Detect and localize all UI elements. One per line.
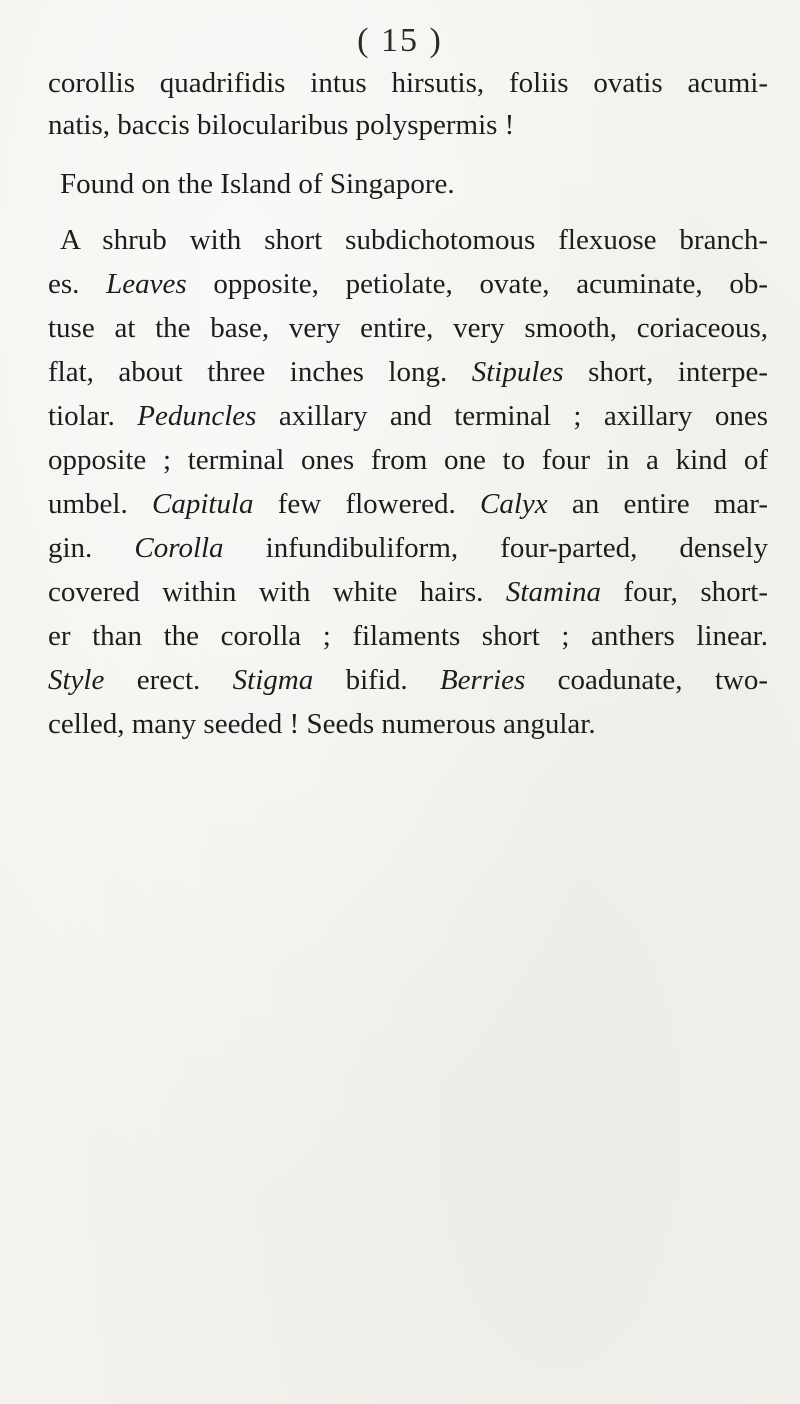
text-line: tuse at the base, very entire, very smooth, coriaceous, xyxy=(48,312,768,344)
text-line: covered within with white hairs. Stamina four, short- xyxy=(48,576,768,608)
text-line: tiolar. Peduncles axillary and terminal ; axillary ones xyxy=(48,400,768,432)
text-line: umbel. Capitula few flowered. Calyx an entire mar- xyxy=(48,488,768,520)
text-line: opposite ; terminal ones from one to four in a kind of xyxy=(48,444,768,476)
term-style: Style xyxy=(48,664,105,696)
term-corolla: Corolla xyxy=(134,532,224,564)
page-number: ( 15 ) xyxy=(357,22,443,59)
text-line: celled, many seeded ! Seeds numerous angular. xyxy=(48,708,596,740)
text-line: es. Leaves opposite, petiolate, ovate, acuminate, ob- xyxy=(48,268,768,300)
text-line: flat, about three inches long. Stipules short, interpe- xyxy=(48,356,768,388)
text-line: er than the corolla ; filaments short ; anthers linear. xyxy=(48,620,768,652)
term-stamina: Stamina xyxy=(505,576,601,608)
text-line: A shrub with short subdichotomous flexuose branch- xyxy=(60,224,768,256)
text-line: corollis quadrifidis intus hirsutis, foliis ovatis acumi- xyxy=(48,67,768,99)
text-line: Found on the Island of Singapore. xyxy=(60,168,455,200)
term-berries: Berries xyxy=(439,664,526,696)
term-leaves: Leaves xyxy=(106,268,187,300)
text-line: Style erect. Stigma bifid. Berries coadunate, two- xyxy=(48,664,768,696)
term-capitula: Capitula xyxy=(151,488,254,520)
term-calyx: Calyx xyxy=(480,488,548,520)
term-stigma: Stigma xyxy=(232,664,314,696)
term-stipules: Stipules xyxy=(471,356,564,388)
text-line: natis, baccis bilocularibus polyspermis ! xyxy=(48,109,515,141)
term-peduncles: Peduncles xyxy=(137,400,257,432)
text-line: gin. Corolla infundibuliform, four-parted, densely xyxy=(48,532,768,564)
